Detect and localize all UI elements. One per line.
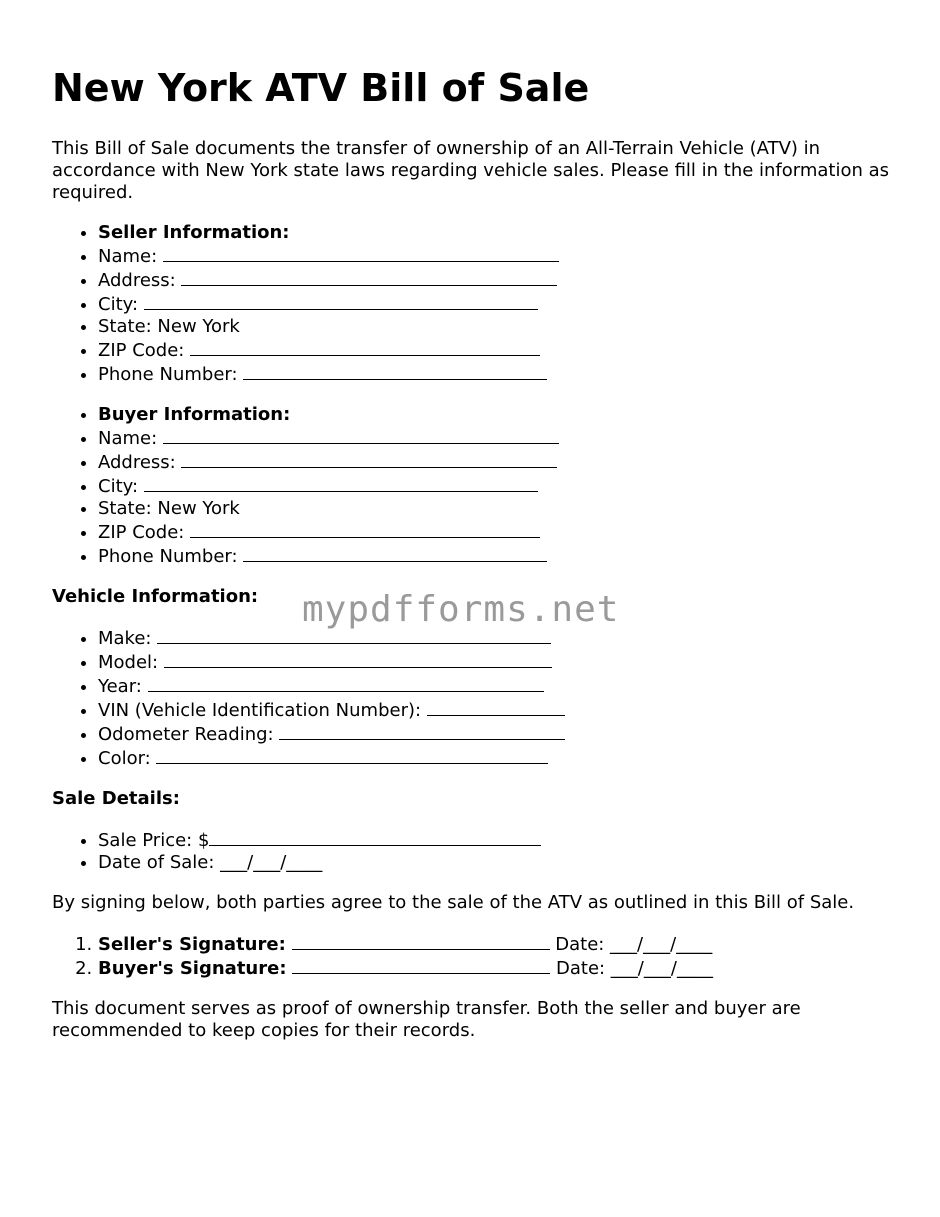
signature-list <box>52 932 892 980</box>
sale-price-field[interactable]: • Sale Price: $ <box>98 828 892 852</box>
seller-city-field[interactable]: • City: <box>98 292 892 316</box>
seller-info-list <box>52 222 892 386</box>
closing-paragraph: This document serves as proof of ownership transfer. Both the seller and buyer are recommended to keep copies for their records. <box>52 998 801 1041</box>
seller-name-field[interactable]: • Name: <box>98 244 892 268</box>
vehicle-info-list <box>52 626 892 770</box>
buyer-heading: • Buyer Information: <box>98 404 892 426</box>
consent-statement: By signing below, both parties agree to the sale of the ATV as outlined in this Bill of Sale. <box>52 892 855 913</box>
seller-state: • State: New York <box>98 316 892 338</box>
sale-date-field[interactable]: • Date of Sale: ___/___/____ <box>98 852 892 874</box>
sale-heading: Sale Details: <box>52 788 180 809</box>
vehicle-odometer-field[interactable]: • Odometer Reading: <box>98 722 892 746</box>
seller-heading: • Seller Information: <box>98 222 892 244</box>
vehicle-heading: Vehicle Information: <box>52 586 259 607</box>
buyer-signature-line[interactable]: 2. Buyer's Signature: Date: ___/___/____ <box>98 956 892 980</box>
seller-zip-field[interactable]: • ZIP Code: <box>98 338 892 362</box>
buyer-signature-date[interactable]: Date: ___/___/____ <box>556 958 713 979</box>
page-title: New York ATV Bill of Sale <box>52 66 590 110</box>
buyer-address-field[interactable]: • Address: <box>98 450 892 474</box>
vehicle-color-field[interactable]: • Color: <box>98 746 892 770</box>
buyer-state: • State: New York <box>98 498 892 520</box>
vehicle-year-field[interactable]: • Year: <box>98 674 892 698</box>
seller-address-field[interactable]: • Address: <box>98 268 892 292</box>
buyer-zip-field[interactable]: • ZIP Code: <box>98 520 892 544</box>
sale-details-list <box>52 828 892 874</box>
vehicle-model-field[interactable]: • Model: <box>98 650 892 674</box>
seller-signature-line[interactable]: 1. Seller's Signature: Date: ___/___/____ <box>98 932 892 956</box>
buyer-name-field[interactable]: • Name: <box>98 426 892 450</box>
buyer-phone-field[interactable]: • Phone Number: <box>98 544 892 568</box>
buyer-info-list <box>52 404 892 568</box>
intro-paragraph: This Bill of Sale documents the transfer of ownership of an All-Terrain Vehicle (ATV) in accordance with New York state laws regarding vehicle sales. Please fill in the information as required. <box>52 138 890 203</box>
seller-phone-field[interactable]: • Phone Number: <box>98 362 892 386</box>
seller-signature-date[interactable]: Date: ___/___/____ <box>555 934 713 955</box>
document-page <box>52 64 892 1042</box>
vehicle-vin-field[interactable]: • VIN (Vehicle Identification Number): <box>98 698 892 722</box>
vehicle-make-field[interactable]: • Make: <box>98 626 892 650</box>
watermark: mypdfforms.net <box>302 589 620 630</box>
buyer-city-field[interactable]: • City: <box>98 474 892 498</box>
